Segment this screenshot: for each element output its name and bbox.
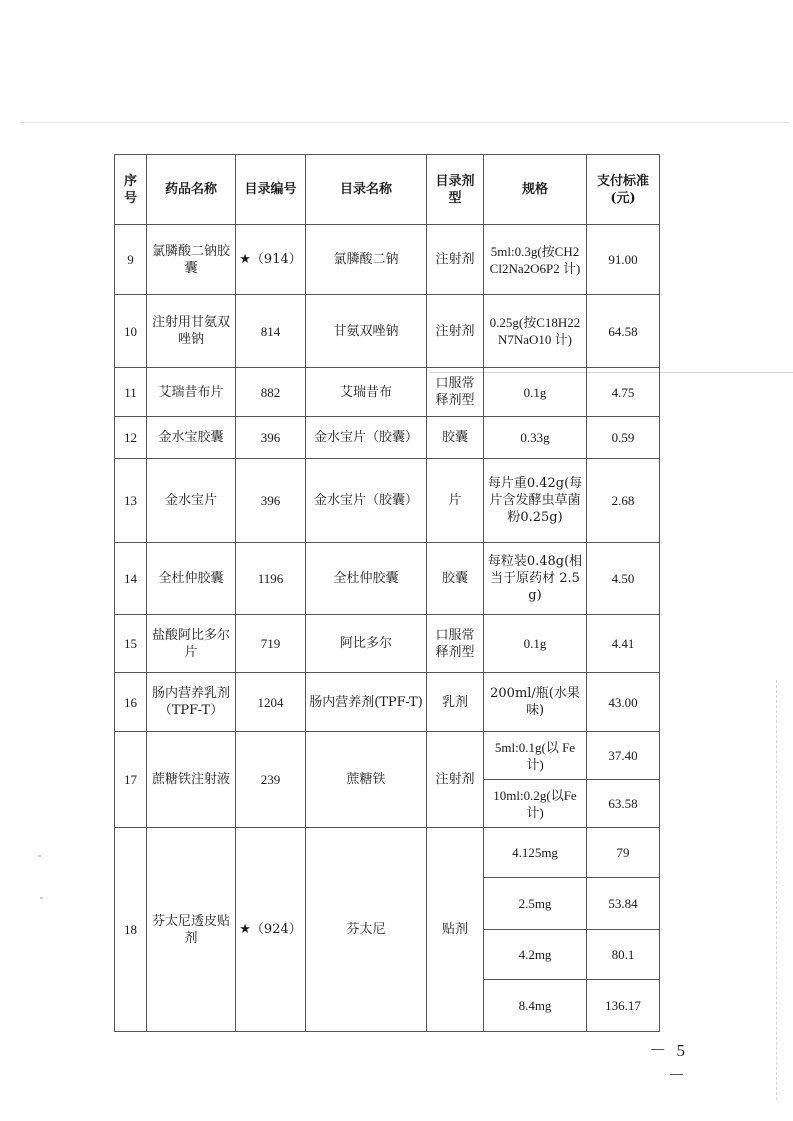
cell-catalog-name: 芬太尼 (306, 828, 427, 1032)
cell-catalog-name: 金水宝片（胶囊） (306, 459, 427, 543)
cell-catalog-no: 239 (236, 732, 306, 828)
cell-seq: 17 (115, 732, 147, 828)
cell-price: 4.75 (587, 368, 660, 417)
scan-artifact-edge (776, 680, 777, 1100)
cell-catalog-no: ★（924） (236, 828, 306, 1032)
table-row (115, 225, 660, 295)
cell-drug-name: 金水宝胶囊 (147, 417, 236, 459)
cell-seq: 9 (115, 225, 147, 295)
cell-catalog-no: 814 (236, 295, 306, 368)
cell-drug-name: 注射用甘氨双唑钠 (147, 295, 236, 368)
cell-drug-name: 金水宝片 (147, 459, 236, 543)
cell-seq: 12 (115, 417, 147, 459)
table-row (115, 732, 660, 780)
cell-price: 4.50 (587, 543, 660, 615)
cell-spec: 5ml:0.3g(按CH2Cl2Na2O6P2 计) (484, 225, 587, 295)
cell-dosage-form: 乳剂 (427, 673, 484, 732)
scan-artifact-speck (38, 855, 41, 857)
cell-seq: 14 (115, 543, 147, 615)
table-row (115, 615, 660, 673)
cell-drug-name: 艾瑞昔布片 (147, 368, 236, 417)
page-number: － 5 － (649, 1041, 688, 1085)
cell-price: 64.58 (587, 295, 660, 368)
cell-spec: 10ml:0.2g(以Fe 计) (484, 780, 587, 828)
cell-catalog-name: 金水宝片（胶囊） (306, 417, 427, 459)
cell-dosage-form: 贴剂 (427, 828, 484, 1032)
cell-drug-name: 蔗糖铁注射液 (147, 732, 236, 828)
cell-spec: 0.33g (484, 417, 587, 459)
cell-catalog-name: 蔗糖铁 (306, 732, 427, 828)
table-row (115, 543, 660, 615)
header-catalog-name: 目录名称 (306, 155, 427, 225)
cell-seq: 10 (115, 295, 147, 368)
cell-seq: 16 (115, 673, 147, 732)
cell-catalog-no: 882 (236, 368, 306, 417)
cell-catalog-name: 甘氨双唑钠 (306, 295, 427, 368)
cell-dosage-form: 片 (427, 459, 484, 543)
table-row (115, 459, 660, 543)
cell-price: 136.17 (587, 980, 660, 1032)
table-header-row (115, 155, 660, 225)
cell-spec: 5ml:0.1g(以 Fe计) (484, 732, 587, 780)
cell-spec: 8.4mg (484, 980, 587, 1032)
cell-dosage-form: 注射剂 (427, 225, 484, 295)
header-seq: 序号 (115, 155, 147, 225)
header-catalog-no: 目录编号 (236, 155, 306, 225)
cell-seq: 11 (115, 368, 147, 417)
drug-payment-table (114, 154, 660, 1032)
cell-spec: 0.1g (484, 615, 587, 673)
header-drug-name: 药品名称 (147, 155, 236, 225)
cell-catalog-no: 396 (236, 459, 306, 543)
cell-catalog-name: 全杜仲胶囊 (306, 543, 427, 615)
cell-catalog-no: 396 (236, 417, 306, 459)
cell-catalog-no: 1196 (236, 543, 306, 615)
cell-catalog-no: 719 (236, 615, 306, 673)
cell-price: 37.40 (587, 732, 660, 780)
cell-seq: 13 (115, 459, 147, 543)
cell-drug-name: 氯膦酸二钠胶囊 (147, 225, 236, 295)
cell-spec: 每片重0.42g(每片含发酵虫草菌粉0.25g) (484, 459, 587, 543)
cell-drug-name: 肠内营养乳剂（TPF-T） (147, 673, 236, 732)
cell-dosage-form: 胶囊 (427, 543, 484, 615)
cell-price: 80.1 (587, 930, 660, 980)
cell-seq: 18 (115, 828, 147, 1032)
header-spec: 规格 (484, 155, 587, 225)
table-row (115, 828, 660, 878)
cell-catalog-no: ★（914） (236, 225, 306, 295)
header-price: 支付标准(元) (587, 155, 660, 225)
cell-dosage-form: 胶囊 (427, 417, 484, 459)
cell-catalog-name: 氯膦酸二钠 (306, 225, 427, 295)
cell-spec: 0.1g (484, 368, 587, 417)
cell-drug-name: 盐酸阿比多尔片 (147, 615, 236, 673)
cell-price: 4.41 (587, 615, 660, 673)
cell-price: 91.00 (587, 225, 660, 295)
cell-catalog-name: 艾瑞昔布 (306, 368, 427, 417)
cell-spec: 200ml/瓶(水果味) (484, 673, 587, 732)
cell-drug-name: 全杜仲胶囊 (147, 543, 236, 615)
table-row (115, 417, 660, 459)
cell-price: 43.00 (587, 673, 660, 732)
cell-catalog-name: 肠内营养剂(TPF-T) (306, 673, 427, 732)
cell-price: 63.58 (587, 780, 660, 828)
table-row (115, 295, 660, 368)
cell-dosage-form: 注射剂 (427, 295, 484, 368)
cell-price: 79 (587, 828, 660, 878)
cell-spec: 4.2mg (484, 930, 587, 980)
scan-artifact-line (20, 122, 790, 123)
cell-dosage-form: 注射剂 (427, 732, 484, 828)
table-row (115, 368, 660, 417)
cell-dosage-form: 口服常释剂型 (427, 615, 484, 673)
header-dosage-form: 目录剂型 (427, 155, 484, 225)
cell-price: 53.84 (587, 878, 660, 930)
cell-seq: 15 (115, 615, 147, 673)
table-row (115, 673, 660, 732)
cell-spec: 0.25g(按C18H22N7NaO10 计) (484, 295, 587, 368)
cell-price: 0.59 (587, 417, 660, 459)
scan-artifact-speck (40, 897, 43, 899)
cell-spec: 4.125mg (484, 828, 587, 878)
cell-catalog-name: 阿比多尔 (306, 615, 427, 673)
cell-dosage-form: 口服常释剂型 (427, 368, 484, 417)
cell-drug-name: 芬太尼透皮贴剂 (147, 828, 236, 1032)
cell-catalog-no: 1204 (236, 673, 306, 732)
cell-spec: 每粒装0.48g(相当于原药材 2.5g) (484, 543, 587, 615)
cell-spec: 2.5mg (484, 878, 587, 930)
cell-price: 2.68 (587, 459, 660, 543)
